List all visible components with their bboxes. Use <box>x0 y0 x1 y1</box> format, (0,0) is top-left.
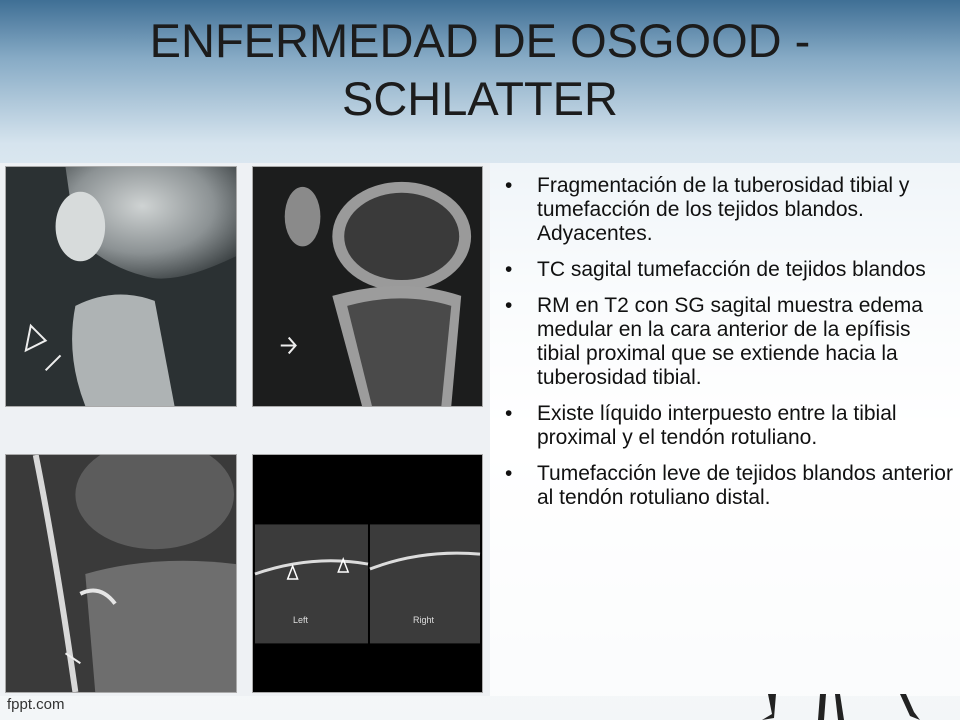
ultrasound-image <box>252 454 483 693</box>
bullet-marker: • <box>505 174 513 197</box>
bullet-text: TC sagital tumefacción de tejidos blandos <box>537 258 926 281</box>
bullet-text: Tumefacción leve de tejidos blandos anterior al tendón rotuliano distal. <box>537 462 953 509</box>
bullet-item <box>499 294 957 390</box>
mri-image <box>5 454 237 693</box>
ultrasound-left-label: Left <box>293 615 309 625</box>
bullet-marker: • <box>505 462 513 485</box>
title-line-1: ENFERMEDAD DE OSGOOD - <box>149 14 811 67</box>
bullet-item <box>499 258 957 282</box>
bullet-item <box>499 174 957 246</box>
bullet-text: Fragmentación de la tuberosidad tibial y tumefacción de los tejidos blandos. Adyacentes. <box>537 174 910 245</box>
bullet-list <box>499 174 957 522</box>
bullet-marker: • <box>505 402 513 425</box>
xray-image <box>5 166 237 407</box>
bullet-item <box>499 402 957 450</box>
ultrasound-right-label: Right <box>413 615 435 625</box>
bullet-marker: • <box>505 258 513 281</box>
bullet-text: Existe líquido interpuesto entre la tibial proximal y el tendón rotuliano. <box>537 402 897 449</box>
people-silhouettes-decoration <box>760 694 960 720</box>
ct-image <box>252 166 483 407</box>
slide-title <box>0 12 960 128</box>
bullet-marker: • <box>505 294 513 317</box>
bullet-item <box>499 462 957 510</box>
title-line-2: SCHLATTER <box>342 72 618 125</box>
footer-brand: fppt.com <box>7 696 65 713</box>
bullet-text: RM en T2 con SG sagital muestra edema medular en la cara anterior de la epífisis tibial proximal que se extiende hacia la tuberosidad tibial. <box>537 294 923 389</box>
